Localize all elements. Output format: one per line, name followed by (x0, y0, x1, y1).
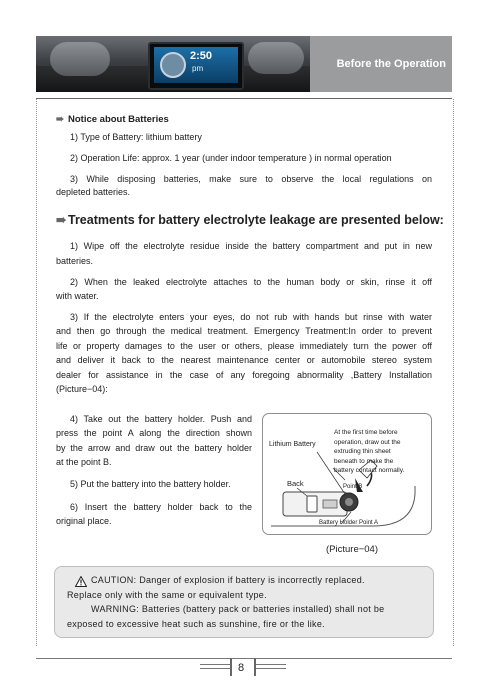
notice-item-2: 2) Operation Life: approx. 1 year (under indoor temperature ) in normal operation (70, 153, 392, 163)
header-title-bar (310, 36, 452, 92)
caution-line3: WARNING: Batteries (battery pack or batteries installed) shall not be (91, 604, 385, 614)
treatment-3-line5: dealer for assistance in the case of any foregoing abnormality ,Battery Installation (56, 370, 432, 380)
label-lithium-battery: Lithium Battery (269, 441, 316, 448)
label-point-b: Point B (343, 484, 363, 490)
screen-time: 2:50 (190, 50, 213, 62)
page-footer (0, 656, 484, 680)
page-header (36, 36, 452, 92)
treatment-3-line2: and then go through the medical treatment. Emergency Treatment:In order to prevent (56, 326, 432, 336)
footer-bar-right (254, 658, 256, 676)
treatment-1-line1: 1) Wipe off the electrolyte residue inside the battery compartment and put in new (70, 241, 432, 251)
page-title: Before the Operation (336, 58, 446, 70)
note-line4: beneath to make the (334, 457, 394, 465)
step-4-line3: by the arrow and draw out the battery holder (56, 443, 252, 453)
step-4-line4: at the point B. (56, 457, 112, 467)
treatment-1-line2: batteries. (56, 256, 94, 266)
note-line5: battery contact normally. (334, 467, 405, 474)
clock-dial-icon (160, 52, 186, 78)
footer-deco-right-2 (256, 668, 286, 669)
footer-deco-right (256, 664, 286, 665)
screen-ampm: pm (192, 64, 204, 73)
air-vent-right (248, 42, 304, 74)
note-line2: operation, draw out the (334, 438, 401, 446)
treatment-2-line2: with water. (56, 291, 99, 301)
caution-line4: exposed to excessive heat such as sunshine, fire or the like. (67, 619, 325, 629)
footer-rule (36, 658, 452, 659)
note-line1: At the first time before (334, 429, 398, 436)
head-unit-display (154, 47, 238, 83)
holder-clip (323, 500, 337, 508)
step-6-line2: original place. (56, 516, 112, 526)
notice-heading (56, 112, 169, 128)
footer-deco-left-2 (200, 668, 230, 669)
notice-heading-text: Notice about Batteries (68, 114, 169, 125)
page-number: 8 (238, 662, 245, 674)
caution-line1: CAUTION: Danger of explosion if battery is incorrectly replaced. (91, 575, 365, 585)
step-5: 5) Put the battery into the battery holder. (70, 479, 231, 489)
header-car-dashboard-image (36, 36, 310, 92)
notice-item-3-line2: depleted batteries. (56, 187, 131, 197)
step-6-line1: 6) Insert the battery holder back to the (70, 502, 252, 512)
arrow-bullet-icon: ➠ (56, 213, 67, 227)
label-battery-holder-point-a: Battery Holder Point A (319, 520, 379, 526)
note-line3: extruding thin sheet (334, 448, 391, 455)
head-unit-screen (148, 42, 244, 90)
treatment-3-line6: (Picture−04): (56, 384, 108, 394)
picture-caption: (Picture−04) (326, 544, 379, 555)
warning-triangle-icon (75, 576, 87, 587)
notice-item-1: 1) Type of Battery: lithium battery (70, 132, 202, 142)
battery-installation-picture (262, 413, 432, 535)
footer-bar-left (230, 658, 232, 676)
treatment-3-line3: life or property damages to the user or others, please immediately turn the power off (56, 341, 432, 351)
air-vent-left (50, 42, 110, 76)
treatment-2-line1: 2) When the leaked electrolyte attaches to the human body or skin, rinse it off (70, 277, 432, 287)
arrow-bullet-icon: ➠ (56, 114, 64, 125)
battery-center (345, 498, 353, 506)
step-4-line2: press the point A along the direction shown (56, 428, 252, 438)
treatment-3-line1: 3) If the electrolyte enters your eyes, do not rub with hands but rinse with water (70, 312, 432, 322)
treatment-3-line4: and deliver it back to the nearest maintenance center or automobile stereo system (56, 355, 432, 365)
treatments-heading (56, 212, 444, 228)
caution-line2: Replace only with the same or equivalent type. (67, 590, 267, 600)
label-back: Back (287, 479, 304, 488)
battery-slot (307, 496, 317, 512)
notice-item-3-line1: 3) While disposing batteries, make sure to observe the local regulations on (70, 174, 432, 184)
treatments-heading-text: Treatments for battery electrolyte leakage are presented below: (68, 213, 444, 227)
step-4-line1: 4) Take out the battery holder. Push and (70, 414, 252, 424)
footer-deco-left (200, 664, 230, 665)
caution-box (54, 566, 434, 638)
